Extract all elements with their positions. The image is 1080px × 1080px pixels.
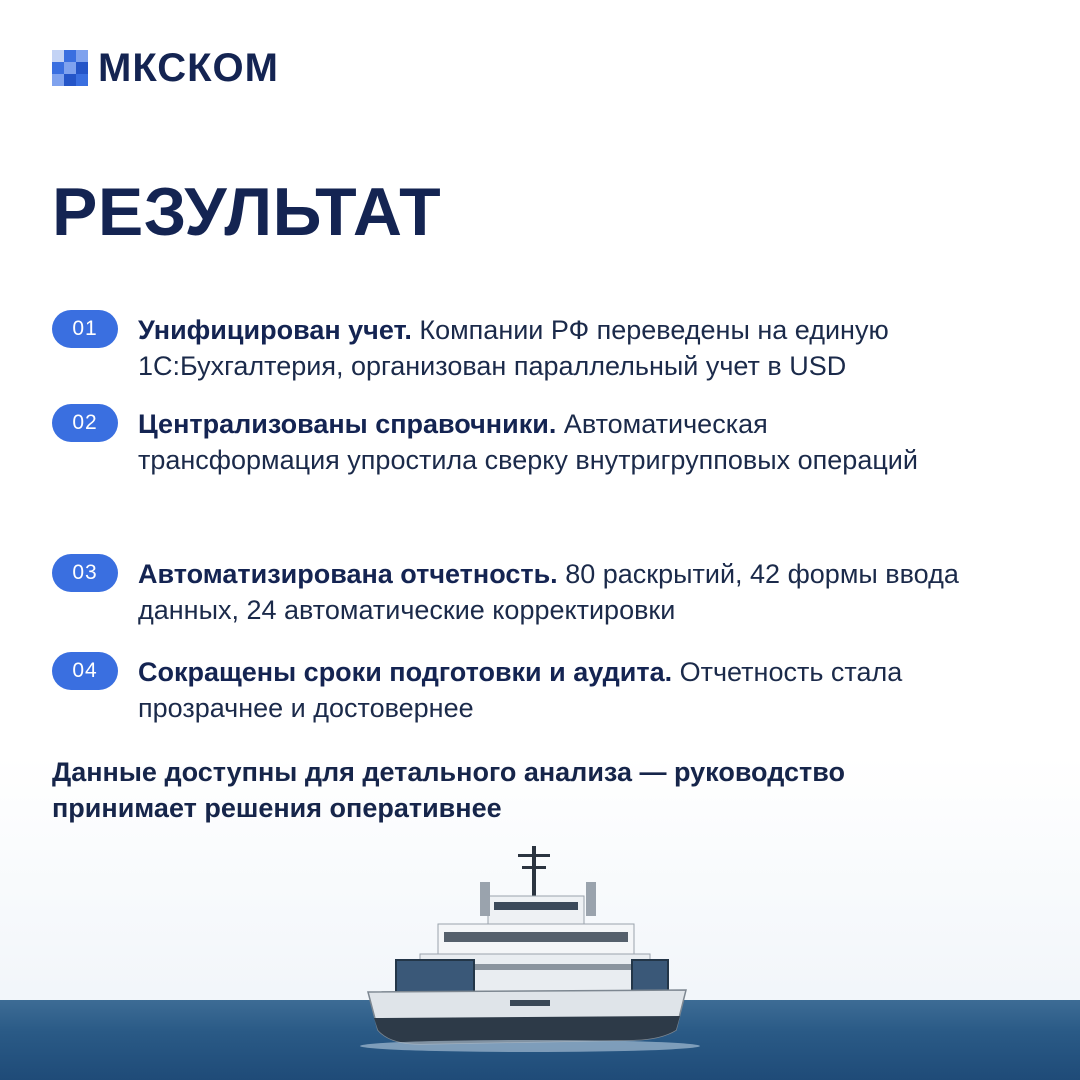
item-body [138, 654, 998, 726]
brand-name: МКСКОМ [98, 46, 279, 90]
item-body [138, 406, 918, 478]
item-number-badge: 02 [52, 404, 118, 442]
item-body [138, 556, 998, 628]
item-title: Автоматизирована отчетность. [138, 559, 558, 589]
result-item-4 [52, 654, 1012, 726]
item-body [138, 312, 998, 384]
logo-mark-icon [52, 50, 88, 86]
item-description: Автоматическая трансформация упростила сверку внутригрупповых операций [138, 409, 918, 475]
page-title: РЕЗУЛЬТАТ [52, 174, 442, 250]
result-item-1 [52, 312, 1012, 384]
result-item-3 [52, 556, 1012, 628]
item-number-badge: 04 [52, 652, 118, 690]
summary-text: Данные доступны для детального анализа — руководство принимает решения оперативнее [52, 757, 845, 823]
item-number-badge: 03 [52, 554, 118, 592]
item-description: Компании РФ переведены на единую 1С:Бухгалтерия, организован параллельный учет в USD [138, 315, 889, 381]
ferry-icon [360, 840, 700, 1060]
item-description: 80 раскрытий, 42 формы ввода данных, 24 автоматические корректировки [138, 559, 959, 625]
result-item-2 [52, 406, 1012, 478]
item-title: Централизованы справочники. [138, 409, 557, 439]
item-title: Унифицирован учет. [138, 315, 412, 345]
item-description: Отчетность стала прозрачнее и достовернее [138, 657, 903, 723]
item-title: Сокращены сроки подготовки и аудита. [138, 657, 673, 687]
brand-logo [52, 46, 279, 90]
item-number-badge: 01 [52, 310, 118, 348]
